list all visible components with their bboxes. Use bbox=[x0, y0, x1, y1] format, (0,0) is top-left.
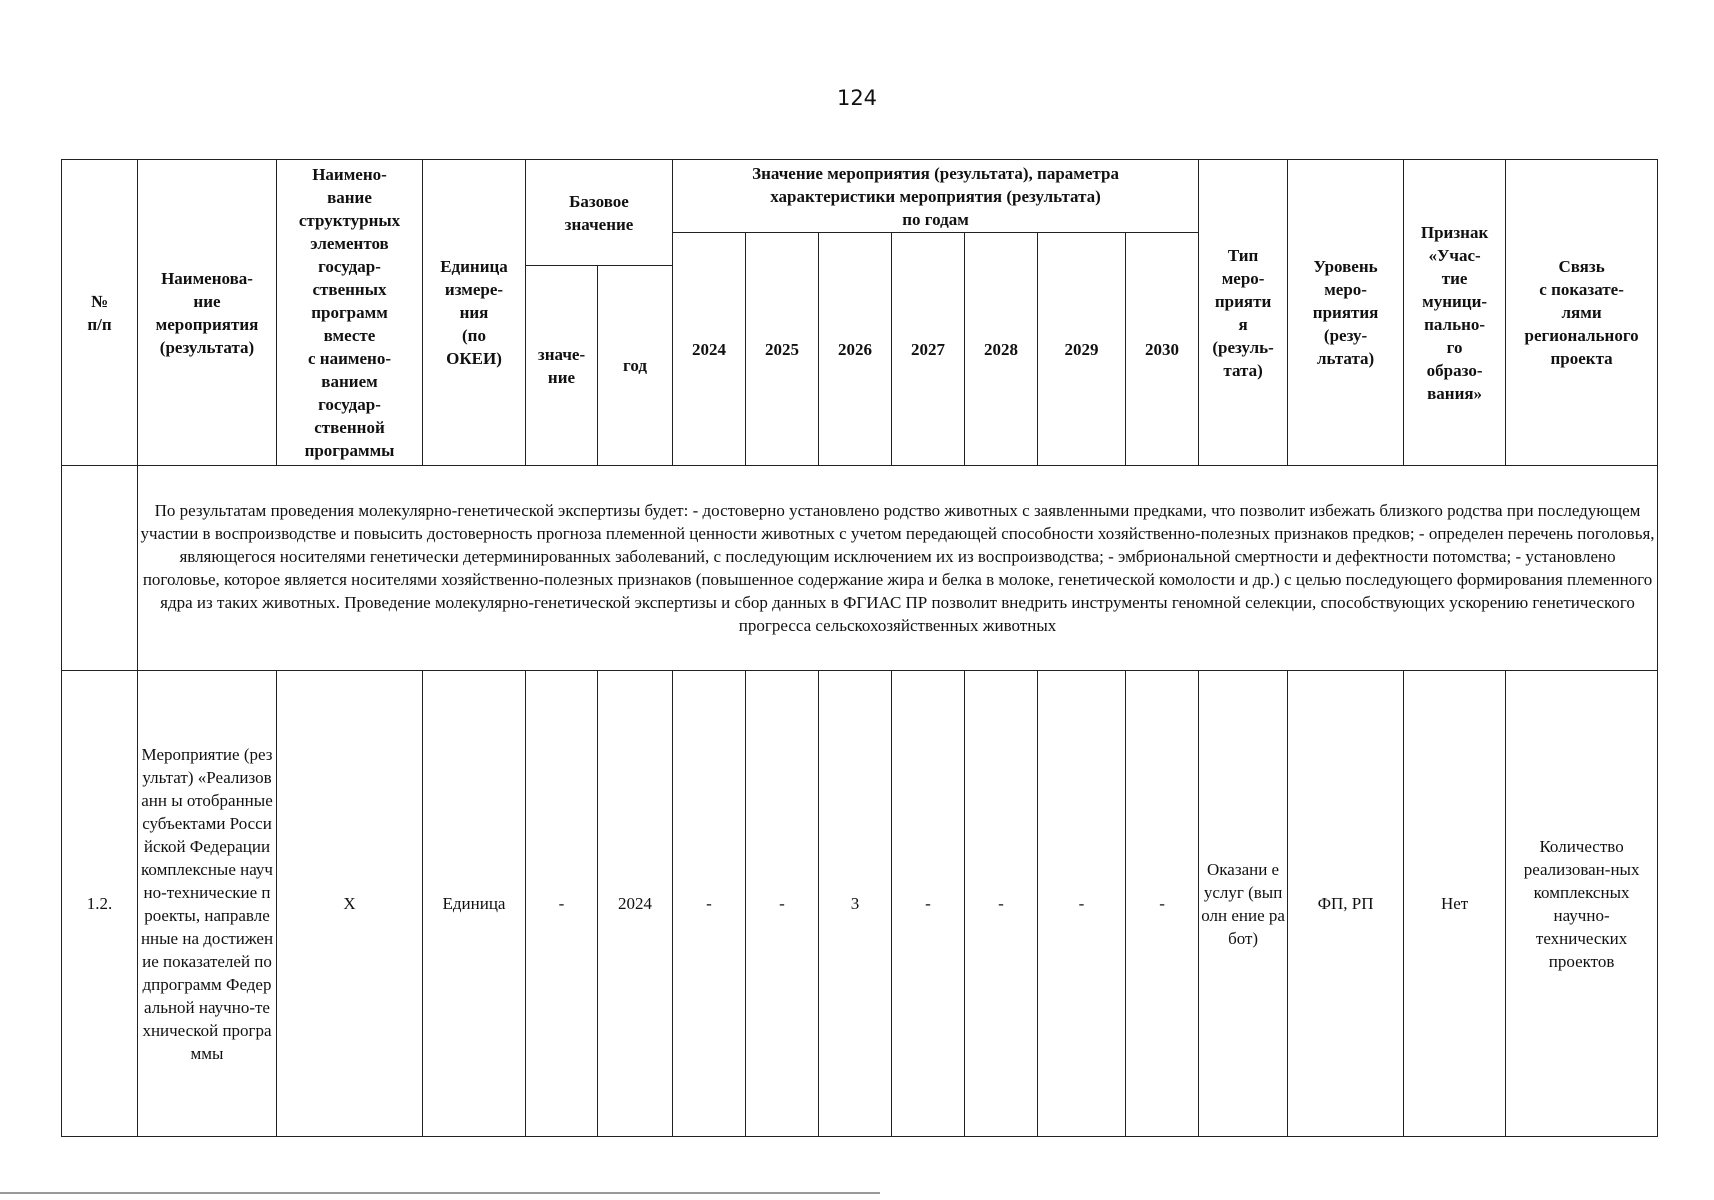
row-link: Количество реализован-ных комплексных научно-технических проектов bbox=[1506, 671, 1658, 1137]
row-num: 1.2. bbox=[62, 671, 138, 1137]
header-link: Связь с показате- лями регионального проекта bbox=[1506, 160, 1658, 466]
row-value-2024: - bbox=[673, 671, 746, 1137]
row-value-2030: - bbox=[1126, 671, 1199, 1137]
row-value-2025: - bbox=[746, 671, 819, 1137]
header-structural: Наимено- вание структурных элементов государ- ственных программ вместе с наимено- ванием государ- ственной программы bbox=[277, 160, 423, 466]
header-municipal: Признак «Учас- тие муници- пально- го образо- вания» bbox=[1404, 160, 1506, 466]
header-year-2025: 2025 bbox=[746, 233, 819, 466]
row-unit: Единица bbox=[423, 671, 526, 1137]
row-value-2028: - bbox=[965, 671, 1038, 1137]
row-type: Оказани е услуг (выполн ение работ) bbox=[1199, 671, 1288, 1137]
header-unit: Единица измере- ния (по ОКЕИ) bbox=[423, 160, 526, 466]
header-year-2024: 2024 bbox=[673, 233, 746, 466]
header-year-2027: 2027 bbox=[892, 233, 965, 466]
page-number: 124 bbox=[836, 86, 878, 110]
row-base-value: - bbox=[526, 671, 598, 1137]
scan-edge-line bbox=[0, 1192, 880, 1194]
row-structural: Х bbox=[277, 671, 423, 1137]
row-value-2029: - bbox=[1038, 671, 1126, 1137]
description-num-cell bbox=[62, 466, 138, 671]
row-value-2026: 3 bbox=[819, 671, 892, 1137]
header-num: № п/п bbox=[62, 160, 138, 466]
header-base-year: год bbox=[598, 266, 673, 466]
header-type: Тип меро- прияти я (резуль- тата) bbox=[1199, 160, 1288, 466]
row-level: ФП, РП bbox=[1288, 671, 1404, 1137]
header-year-2028: 2028 bbox=[965, 233, 1038, 466]
row-value-2027: - bbox=[892, 671, 965, 1137]
row-municipal: Нет bbox=[1404, 671, 1506, 1137]
header-base: Базовое значение bbox=[526, 160, 673, 266]
header-yearly: Значение мероприятия (результата), параметра характеристики мероприятия (результата) по годам bbox=[673, 160, 1199, 233]
header-year-2026: 2026 bbox=[819, 233, 892, 466]
header-name: Наименова- ние мероприятия (результата) bbox=[138, 160, 277, 466]
header-year-2030: 2030 bbox=[1126, 233, 1199, 466]
row-name: Мероприятие (результат) «Реализованн ы отобранные субъектами Российской Федерации комплексные научно-технические проекты, направленные на достижение показателей подпрограмм Федеральной научно-технической программы bbox=[138, 671, 277, 1137]
header-base-value: значе- ние bbox=[526, 266, 598, 466]
row-base-year: 2024 bbox=[598, 671, 673, 1137]
activity-table bbox=[61, 159, 1658, 1137]
header-level: Уровень меро- приятия (резу- льтата) bbox=[1288, 160, 1404, 466]
description-text: По результатам проведения молекулярно-генетической экспертизы будет: - достоверно установлено родство животных с заявленными предками, что позволит избежать близкого родства при последующем участии в воспроизводстве и повысить достоверность прогноза племенной ценности животных с учетом передающей способности хозяйственно-полезных признаков предков; - определен перечень поголовья, являющегося носителями генетически детерминированных заболеваний, с последующим исключением их из воспроизводства; - эмбриональной смертности и дефектности потомства; - установлено поголовье, которое является носителями хозяйственно-полезных признаков (повышенное содержание жира и белка в молоке, генетической комолости и др.) с целью последующего формирования племенного ядра из таких животных. Проведение молекулярно-генетической экспертизы и сбор данных в ФГИАС ПР позволит внедрить инструменты геномной селекции, способствующих ускорению генетического прогресса сельскохозяйственных животных bbox=[138, 466, 1658, 671]
header-year-2029: 2029 bbox=[1038, 233, 1126, 466]
